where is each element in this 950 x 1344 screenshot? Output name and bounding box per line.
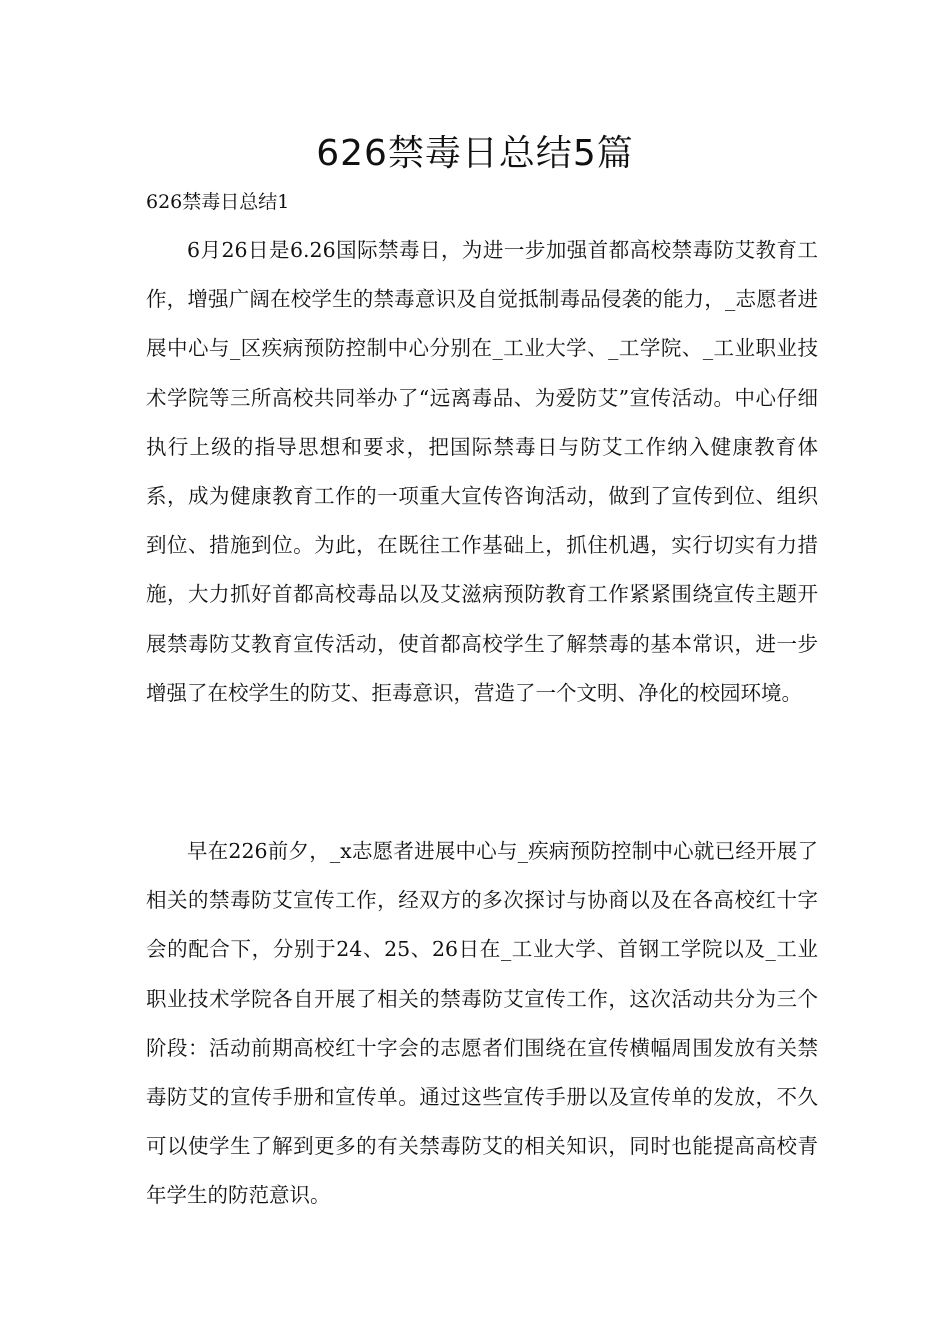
document-title: 626禁毒日总结5篇 bbox=[316, 133, 634, 174]
section-heading: 626禁毒日总结1 bbox=[146, 191, 290, 213]
body-paragraph-2: 早在226前夕，_x志愿者进展中心与_疾病预防控制中心就已经开展了相关的禁毒防艾宣传工作，经双方的多次探讨与协商以及在各高校红十字会的配合下，分别于24、25、26日在_工业大学、首钢工学院以及_工业职业技术学院各自开展了相关的禁毒防艾宣传工作，这次活动共分为三个阶段：活动前期高校红十字会的志愿者们围绕在宣传横幅周围发放有关禁毒防艾的宣传手册和宣传单。通过这些宣传手册以及宣传单的发放，不久可以使学生了解到更多的有关禁毒防艾的相关知识，同时也能提高高校青年学生的防范意识。 bbox=[146, 839, 818, 1208]
body-paragraph-1: 6月26日是6.26国际禁毒日，为进一步加强首都高校禁毒防艾教育工作，增强广阔在校学生的禁毒意识及自觉抵制毒品侵袭的能力，_志愿者进展中心与_区疾病预防控制中心分别在_工业大学、_工学院、_工业职业技术学院等三所高校共同举办了“远离毒品、为爱防艾”宣传活动。中心仔细执行上级的指导思想和要求，把国际禁毒日与防艾工作纳入健康教育体系，成为健康教育工作的一项重大宣传咨询活动，做到了宣传到位、组织到位、措施到位。为此，在既往工作基础上，抓住机遇，实行切实有力措施，大力抓好首都高校毒品以及艾滋病预防教育工作紧紧围绕宣传主题开展禁毒防艾教育宣传活动，使首都高校学生了解禁毒的基本常识，进一步增强了在校学生的防艾、拒毒意识，营造了一个文明、净化的校园环境。 bbox=[146, 238, 818, 705]
